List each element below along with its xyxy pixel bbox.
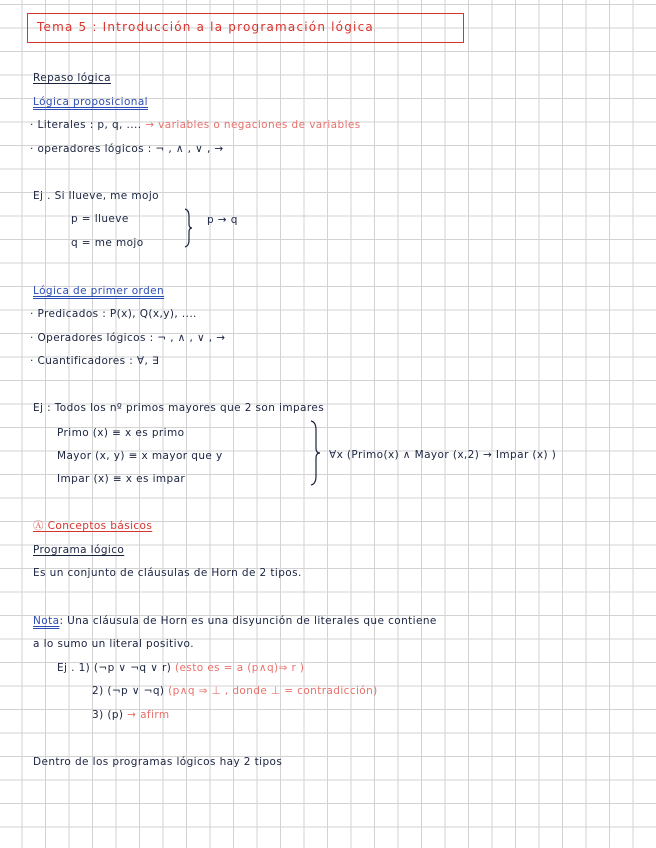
example-1-clause: (¬p ∨ ¬q ∨ r) — [93, 662, 172, 674]
brace-icon — [309, 420, 321, 486]
formula-primos: ∀x (Primo(x) ∧ Mayor (x,2) → Impar (x) ) — [329, 449, 557, 461]
example-3-note: → afirm — [127, 709, 170, 721]
example-3-clause: (p) — [107, 709, 124, 721]
bullet-literales — [30, 118, 361, 132]
section-heading-conceptos: Ⓐ Conceptos básicos — [33, 520, 153, 532]
bullet-operadores-primer-orden: · Operadores lógicos : ¬ , ∧ , ∨ , → — [30, 332, 226, 344]
def-q: q = me mojo — [71, 237, 144, 249]
example-3 — [92, 708, 170, 722]
example-3-num: 3) — [92, 709, 104, 721]
bullet-predicados: · Predicados : P(x), Q(x,y), .... — [30, 308, 197, 320]
example-1 — [57, 661, 304, 675]
definition-programa: Es un conjunto de cláusulas de Horn de 2 tipos. — [33, 567, 302, 579]
implication-pq: p → q — [207, 214, 238, 226]
example-primos: Ej : Todos los nº primos mayores que 2 son impares — [33, 402, 325, 414]
example-2-num: 2) — [92, 685, 104, 697]
page-title: Tema 5 : Introducción a la programación lógica — [27, 13, 464, 43]
def-mayor: Mayor (x, y) ≡ x mayor que y — [57, 450, 223, 462]
section-heading-primer-orden: Lógica de primer orden — [33, 285, 165, 297]
section-heading-repaso: Repaso lógica — [33, 72, 111, 84]
example-2-note: (p∧q ⇒ ⊥ , donde ⊥ = contradicción) — [168, 685, 378, 697]
example-2-clause: (¬p ∨ ¬q) — [107, 685, 165, 697]
def-p: p = llueve — [71, 213, 129, 225]
bullet-operadores: · operadores lógicos : ¬ , ∧ , ∨ , → — [30, 143, 224, 155]
nota-line-2: a lo sumo un literal positivo. — [33, 638, 194, 650]
bullet-literales-label: · Literales : p, q, .... — [30, 119, 142, 131]
bullet-cuantificadores: · Cuantificadores : ∀, ∃ — [30, 355, 160, 367]
example-1-note: (esto es = a (p∧q)⇒ r ) — [175, 662, 305, 674]
subheading-programa-logico: Programa lógico — [33, 544, 125, 556]
subheading-logica-proposicional: Lógica proposicional — [33, 96, 148, 108]
nota-text: : Una cláusula de Horn es una disyunción de literales que contiene — [59, 615, 437, 627]
nota-line — [33, 614, 437, 628]
example-2 — [92, 684, 378, 698]
nota-label: Nota — [33, 615, 60, 627]
example-llueve: Ej . Si llueve, me mojo — [33, 190, 160, 202]
bullet-literales-note: → variables o negaciones de variables — [145, 119, 361, 131]
def-impar: Impar (x) ≡ x es impar — [57, 473, 186, 485]
closing-line: Dentro de los programas lógicos hay 2 tipos — [33, 756, 283, 768]
def-primo: Primo (x) ≡ x es primo — [57, 427, 185, 439]
example-label: Ej . 1) — [57, 662, 91, 674]
brace-icon — [183, 208, 193, 248]
